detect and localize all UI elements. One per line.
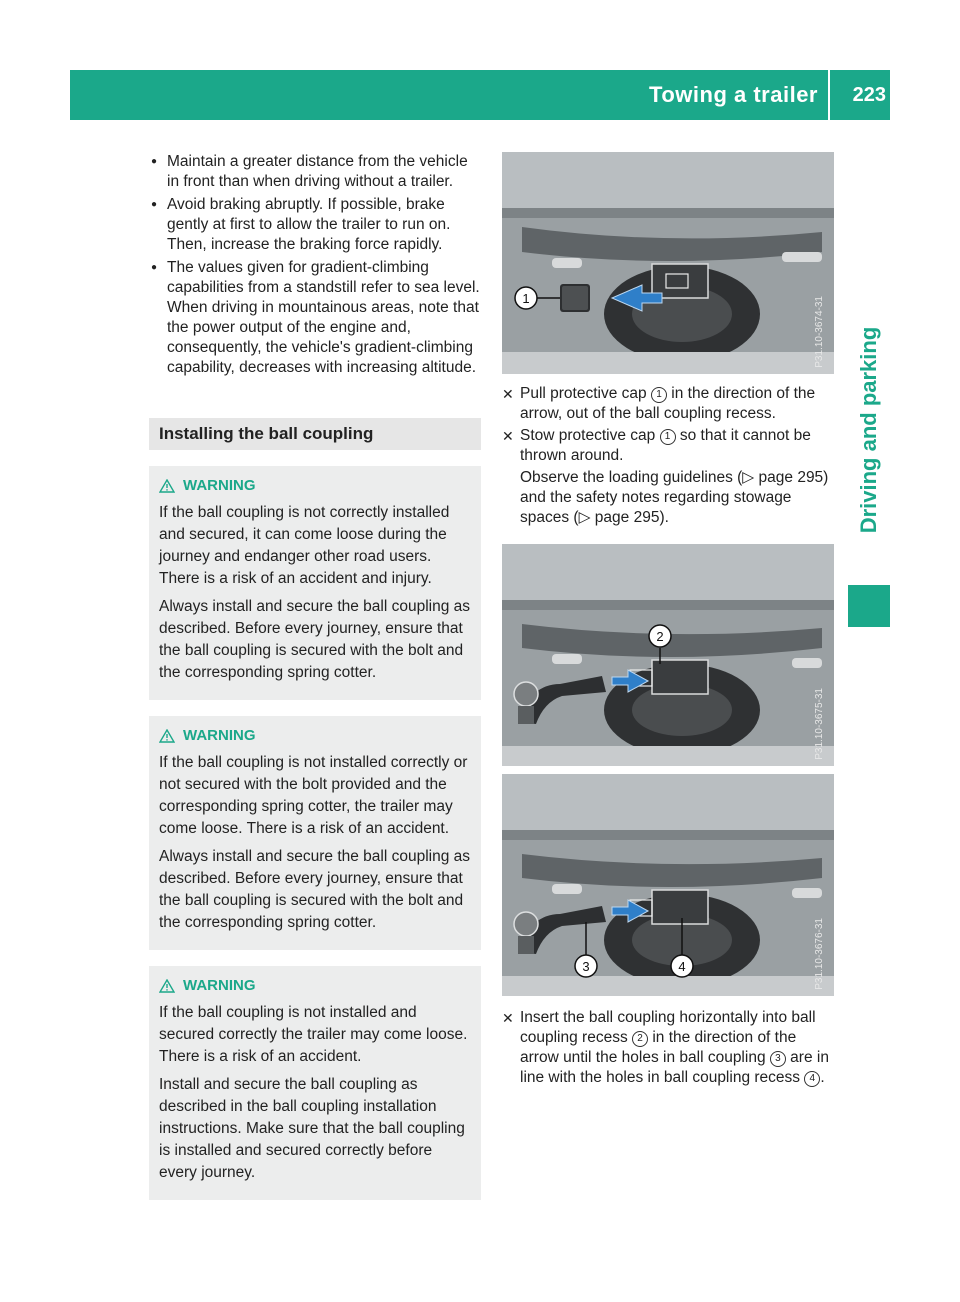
- bullet-icon: ●: [151, 156, 158, 167]
- warning-text: If the ball coupling is not installed correctly or not secured with the bolt provided and the corresponding spring cotter, the trailer may come loose. There is a risk of an accident.: [159, 754, 468, 837]
- warning-box: [149, 966, 481, 1200]
- figure-insert-coupling: [502, 544, 834, 766]
- bullet-icon: ●: [151, 199, 158, 210]
- warning-text: Always install and secure the ball coupling as described. Before every journey, ensure that the ball coupling is secured with the bolt and the corresponding spring cotter.: [159, 848, 471, 931]
- side-tab-label: Driving and parking: [856, 326, 881, 534]
- warning-text: Install and secure the ball coupling as described in the ball coupling installation instructions. Make sure that the ball coupling is installed and secured correctly before every journey.: [159, 1076, 465, 1181]
- vehicle-illustration: [502, 544, 834, 766]
- left-column: [149, 152, 481, 1200]
- warning-box: [149, 716, 481, 950]
- right-column: [502, 152, 834, 1090]
- callout-ref: 2: [632, 1031, 648, 1047]
- instruction-step: ✕ Insert the ball coupling horizontally into ball coupling recess 2 in the direction of the arrow until the holes in ball coupling 3 are in line with the holes in ball coupling recess 4 .: [502, 1009, 829, 1086]
- callout-number: 4: [678, 959, 686, 974]
- header-title: Towing a trailer: [649, 82, 818, 107]
- warning-title: WARNING: [183, 977, 256, 994]
- warning-title: WARNING: [183, 727, 256, 744]
- figure-code: P31.10-3674-31: [814, 296, 825, 368]
- warning-text: If the ball coupling is not correctly installed and secured, it can come loose during the journey and endanger other road users. There is a risk of an accident and injury.: [159, 504, 450, 587]
- section-heading: Installing the ball coupling: [149, 418, 481, 450]
- figure-remove-cap: [502, 152, 834, 374]
- instruction-step: ✕ Pull protective cap 1 in the direction of the arrow, out of the ball coupling recess.: [502, 385, 816, 422]
- step-arrow-icon: ✕: [502, 428, 514, 444]
- instruction-step: ✕ Stow protective cap 1 so that it cannot be thrown around.: [502, 427, 811, 464]
- list-item: ● Maintain a greater distance from the vehicle in front than when driving without a trailer.: [151, 153, 468, 190]
- warning-triangle-icon: [159, 729, 175, 743]
- warning-box: [149, 466, 481, 700]
- figure-code: P31.10-3675-31: [814, 688, 825, 760]
- callout-ref: 1: [651, 387, 667, 403]
- callout-number: 1: [522, 291, 530, 306]
- header-separator: [828, 70, 830, 120]
- list-item: ● The values given for gradient-climbing capabilities from a standstill refer to sea level. When driving in mountainous areas, note that the power output of the engine and, consequently, the vehicle's gradient-climbing capability, decreases with increasing altitude.: [151, 259, 480, 376]
- side-tab-marker: [848, 585, 890, 627]
- step-arrow-icon: ✕: [502, 386, 514, 402]
- figure-align-holes: [502, 774, 834, 996]
- figure-code: P31.10-3676-31: [814, 918, 825, 990]
- warning-title: WARNING: [183, 477, 256, 494]
- callout-ref: 3: [770, 1051, 786, 1067]
- callout-ref: 4: [804, 1071, 820, 1087]
- warning-triangle-icon: [159, 479, 175, 493]
- callout-number: 3: [582, 959, 590, 974]
- callout-number: 2: [656, 629, 664, 644]
- bullet-icon: ●: [151, 262, 158, 273]
- vehicle-illustration: [502, 774, 834, 996]
- page-number: 223: [852, 84, 886, 106]
- warning-text: Always install and secure the ball coupling as described. Before every journey, ensure that the ball coupling is secured with the bolt and the corresponding spring cotter.: [159, 598, 471, 681]
- warning-text: If the ball coupling is not installed and secured correctly the trailer may come loose. There is a risk of an accident.: [159, 1004, 468, 1065]
- side-tab: [848, 290, 890, 570]
- step-note: Observe the loading guidelines (▷ page 295) and the safety notes regarding stowage spaces (▷ page 295).: [520, 469, 829, 526]
- warning-triangle-icon: [159, 979, 175, 993]
- page-header: [70, 70, 890, 120]
- callout-ref: 1: [660, 429, 676, 445]
- step-arrow-icon: ✕: [502, 1010, 514, 1026]
- vehicle-illustration: [502, 152, 834, 374]
- list-item: ● Avoid braking abruptly. If possible, brake gently at first to allow the trailer to run on. Then, increase the braking force rapidly.: [151, 196, 451, 253]
